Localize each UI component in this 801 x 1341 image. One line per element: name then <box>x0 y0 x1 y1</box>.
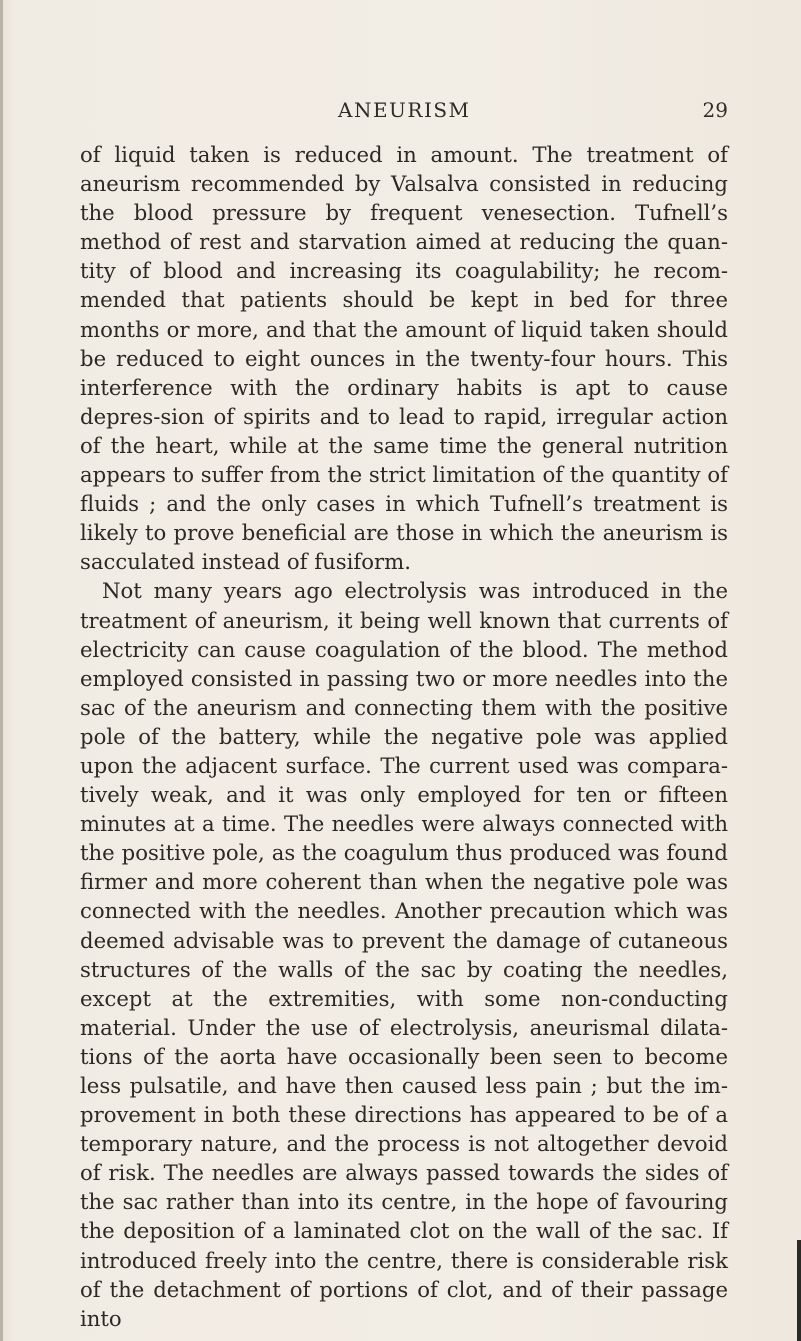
paragraph-electrolysis: Not many years ago electrolysis was introduced in the treatment of aneurism, it being well known that currents of electricity can cause coagulation of the blood. The method employed consisted in passing two or more needles into the sac of the aneurism and connecting them with the positive pole of the battery, while the negative pole was applied upon the adjacent surface. The current used was compara-tively weak, and it was only employed for ten or fifteen minutes at a time. The needles were always connected with the positive pole, as the coagulum thus produced was found firmer and more coherent than when the negative pole was connected with the needles. Another precaution which was deemed advisable was to prevent the damage of cutaneous structures of the walls of the sac by coating the needles, except at the extremities, with some non-conducting material. Under the use of electrolysis, aneurismal dilata-tions of the aorta have occasionally been seen to become less pulsatile, and have then caused less pain ; but the im-provement in both these directions has appeared to be of a temporary nature, and the process is not altogether devoid of risk. The needles are always passed towards the sides of the sac rather than into its centre, in the hope of favouring the deposition of a laminated clot on the wall of the sac. If introduced freely into the centre, there is considerable risk of the detachment of portions of clot, and of their passage into <box>80 578 728 1331</box>
running-header <box>80 98 728 130</box>
page-number: 29 <box>702 98 728 122</box>
running-title: ANEURISM <box>338 98 471 122</box>
page-left-edge <box>0 0 3 1341</box>
paragraph-continued: of liquid taken is reduced in amount. The treatment of aneurism recommended by Valsalva consisted in reducing the blood pressure by frequent venesection. Tufnell’s method of rest and starvation aimed at reducing the quan-tity of blood and increasing its coagulability; he recom-mended that patients should be kept in bed for three months or more, and that the amount of liquid taken should be reduced to eight ounces in the twenty-four hours. This interference with the ordinary habits is apt to cause depres-sion of spirits and to lead to rapid, irregular action of the heart, while at the same time the general nutrition appears to suffer from the strict limitation of the quantity of fluids ; and the only cases in which Tufnell’s treatment is likely to prove beneficial are those in which the aneurism is sacculated instead of fusiform. <box>80 142 728 575</box>
body-text <box>80 140 728 1333</box>
page-right-edge-shadow <box>797 1240 801 1341</box>
